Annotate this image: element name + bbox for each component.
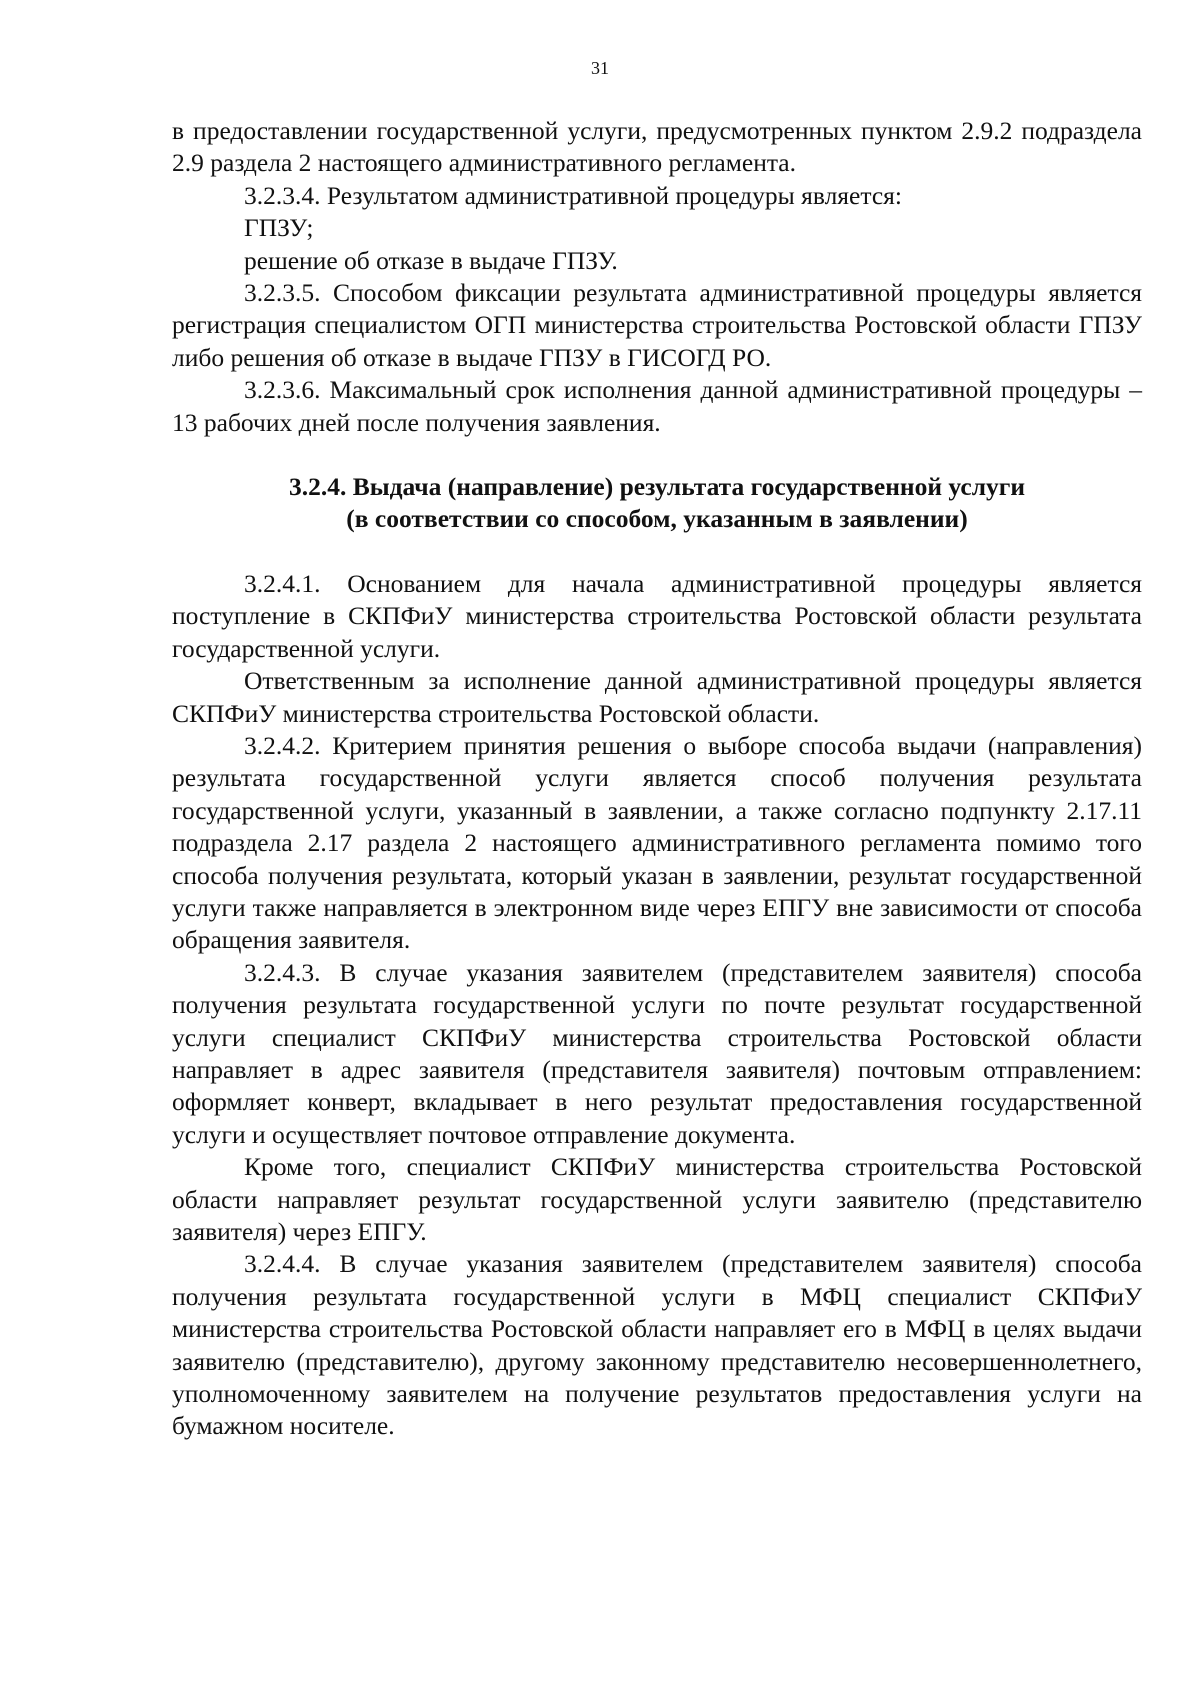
paragraph-3-2-4-3: 3.2.4.3. В случае указания заявителем (представителем заявителя) способа получения результата государственной услуги по почте результат государственной услуги специалист СКПФиУ министерства строительства Ростовской области направляет в адрес заявителя (представителя заявителя) почтовым отправлением: оформляет конверт, вкладывает в него результат предоставления государственной услуги и осуществляет почтовое отправление документа. [172, 957, 1142, 1149]
paragraph-3-2-4-4: 3.2.4.4. В случае указания заявителем (представителем заявителя) способа получения результата государственной услуги в МФЦ специалист СКПФиУ министерства строительства Ростовской области направляет его в МФЦ в целях выдачи заявителю (представителю), другому законному представителю несовершеннолетнего, уполномоченному заявителем на получение результатов предоставления услуги на бумажном носителе. [172, 1249, 1142, 1441]
paragraph-3-2-4-2: 3.2.4.2. Критерием принятия решения о выборе способа выдачи (направления) результата государственной услуги является способ получения результата государственной услуги, указанный в заявлении, а также согласно подпункту 2.17.11 подраздела 2.17 раздела 2 настоящего административного регламента помимо того способа получения результата, который указан в заявлении, результат государственной услуги также направляется в электронном виде через ЕПГУ вне зависимости от способа обращения заявителя. [172, 730, 1142, 955]
paragraph-3-2-3-5: 3.2.3.5. Способом фиксации результата административной процедуры является регистрация специалистом ОГП министерства строительства Ростовской области ГПЗУ либо решения об отказе в выдаче ГПЗУ в ГИСОГД РО. [172, 278, 1142, 372]
section-heading-3-2-4 [172, 471, 1142, 536]
document-body [172, 115, 1142, 1443]
paragraph-3-2-3-6: 3.2.3.6. Максимальный срок исполнения данной административной процедуры – 13 рабочих дней после получения заявления. [172, 375, 1142, 437]
section-heading-line-1: 3.2.4. Выдача (направление) результата государственной услуги [288, 472, 1026, 502]
list-item-refusal-decision: решение об отказе в выдаче ГПЗУ. [244, 245, 618, 275]
paragraph-additionally: Кроме того, специалист СКПФиУ министерства строительства Ростовской области направляет результат государственной услуги заявителю (представителю заявителя) через ЕПГУ. [172, 1152, 1142, 1246]
list-item-gpzu: ГПЗУ; [244, 213, 314, 243]
page-number: 31 [591, 58, 609, 78]
paragraph-continuation: в предоставлении государственной услуги, предусмотренных пунктом 2.9.2 подраздела 2.9 раздела 2 настоящего административного регламента. [172, 116, 1142, 178]
paragraph-3-2-3-4: 3.2.3.4. Результатом административной процедуры является: [244, 180, 902, 210]
paragraph-responsible: Ответственным за исполнение данной административной процедуры является СКПФиУ министерства строительства Ростовской области. [172, 666, 1142, 728]
section-heading-line-2: (в соответствии со способом, указанным в заявлении) [346, 504, 968, 534]
paragraph-3-2-4-1: 3.2.4.1. Основанием для начала административной процедуры является поступление в СКПФиУ министерства строительства Ростовской области результата государственной услуги. [172, 568, 1142, 663]
